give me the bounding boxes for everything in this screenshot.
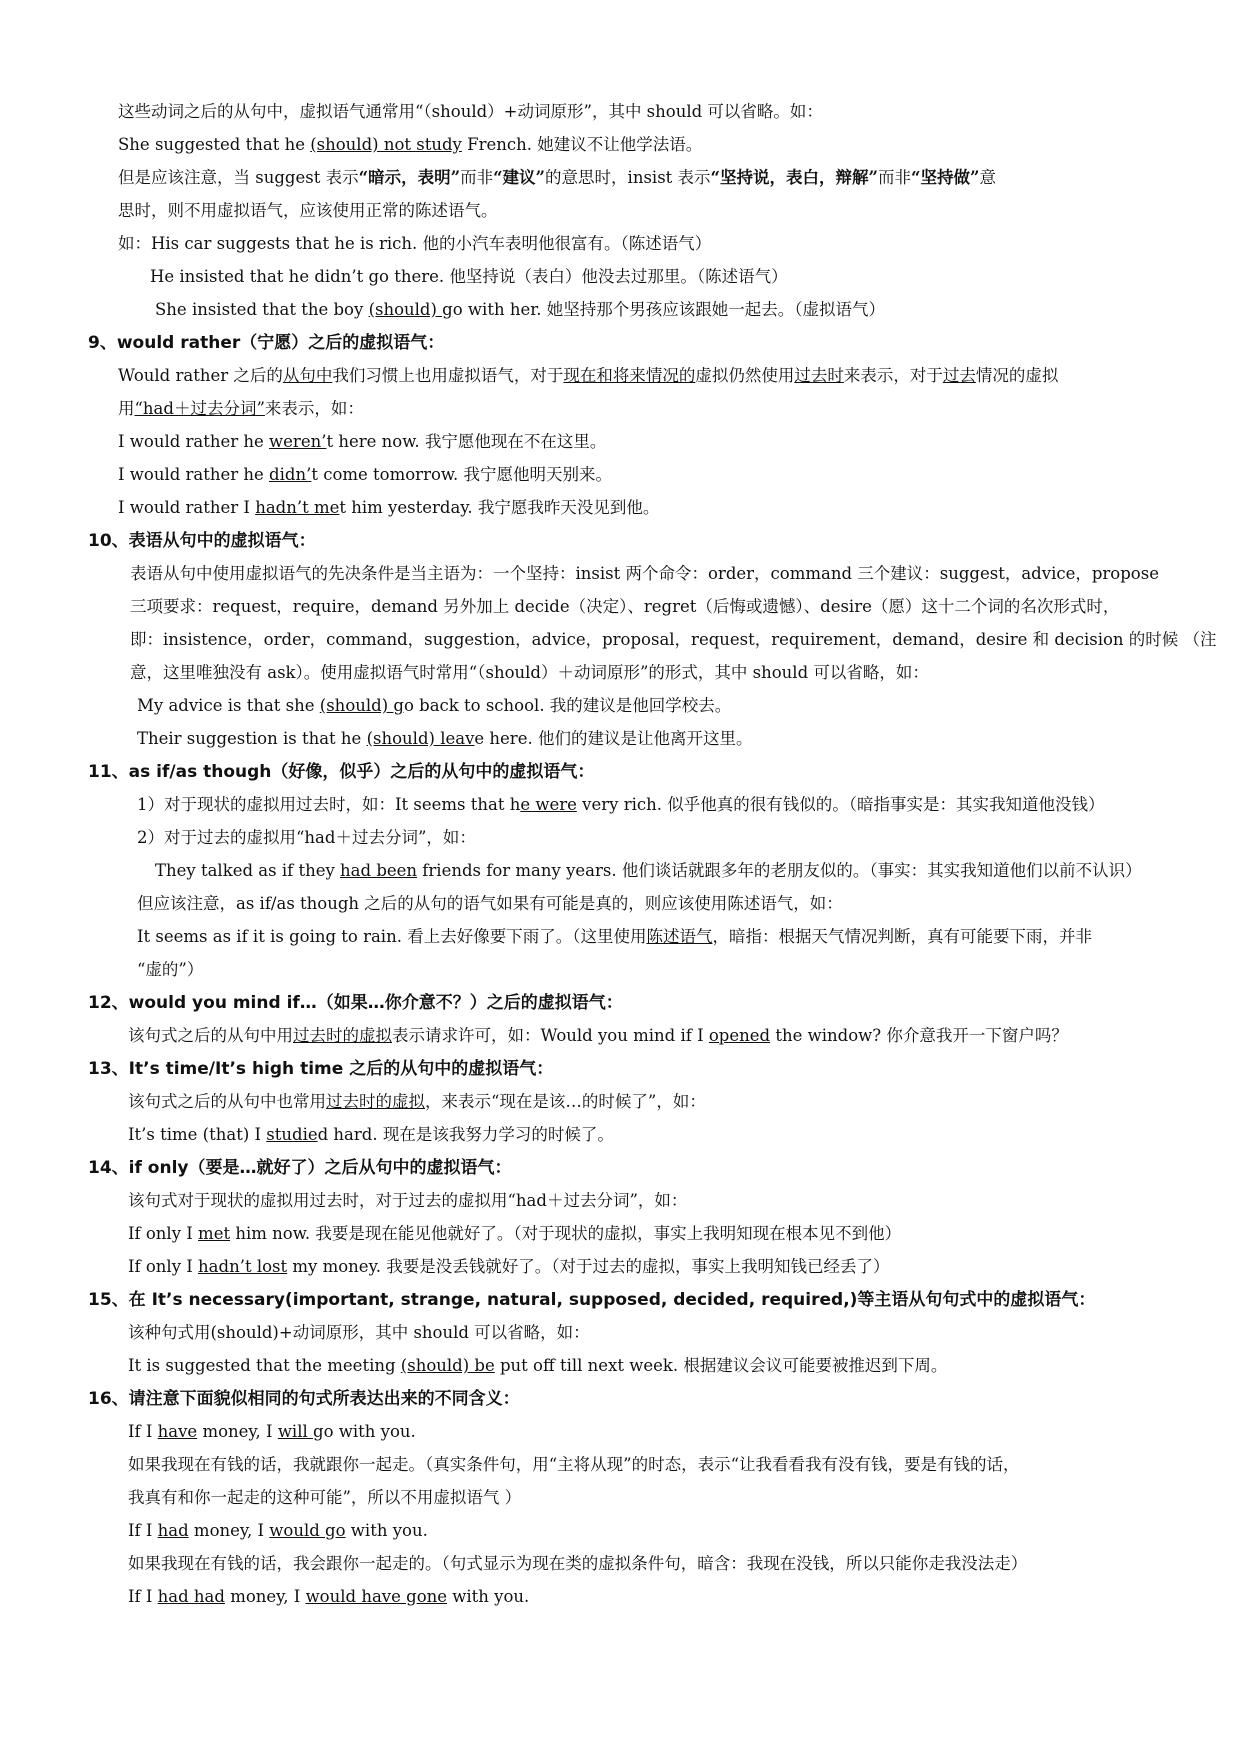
section-heading — [88, 332, 444, 354]
text-line — [118, 464, 612, 486]
text-run: 16、请注意下面貌似相同的句式所表达出来的不同含义： — [88, 1389, 520, 1409]
text-line — [118, 167, 996, 189]
text-line — [128, 1190, 687, 1212]
text-line — [128, 1256, 889, 1278]
text-run: 意 — [979, 168, 997, 187]
text-run: 但应该注意，as if/as though 之后的从句的语气如果有可能是真的，则应该使用陈述语气，如： — [137, 894, 843, 913]
text-run: with you. — [447, 1587, 530, 1606]
text-line — [118, 134, 702, 156]
text-line — [128, 1487, 521, 1509]
text-run: He insisted that he didn’t go there. 他坚持说（表白）他没去过那里。（陈述语气） — [150, 267, 788, 286]
text-run: o back to school. 我的建议是他回学校去。 — [403, 696, 732, 715]
text-line — [128, 1520, 428, 1542]
text-run: 10、表语从句中的虚拟语气： — [88, 531, 316, 551]
text-run: the window? 你介意我开一下窗户吗？ — [770, 1026, 1068, 1045]
text-run: 12、would you mind if…（如果…你介意不？）之后的虚拟语气： — [88, 993, 623, 1013]
underlined-text: opened — [708, 1026, 771, 1045]
text-run: They talked as if they — [155, 861, 341, 880]
underlined-text: 陈述语气 — [646, 927, 713, 946]
text-run: 而非 — [460, 168, 494, 187]
text-line — [137, 926, 1092, 948]
text-run: 表示请求许可，如：Would you mind if I — [392, 1026, 709, 1045]
text-run: o with her. 她坚持那个男孩应该跟她一起去。（虚拟语气） — [452, 300, 886, 319]
underlined-text: 过去 — [942, 366, 976, 385]
underlined-text: (should) g — [319, 696, 404, 715]
text-line — [128, 1091, 706, 1113]
text-run: 1）对于现状的虚拟用过去时，如：It seems that h — [137, 795, 521, 814]
text-run: e here. 他们的建议是让他离开这里。 — [474, 729, 753, 748]
text-line — [130, 596, 1119, 618]
section-heading — [88, 761, 594, 783]
text-run: ，暗指：根据天气情况判断，真有可能要下雨，并非 — [712, 927, 1092, 946]
text-line — [128, 1223, 901, 1245]
text-line — [155, 860, 1142, 882]
text-line — [128, 1322, 590, 1344]
text-run: 如果我现在有钱的话，我会跟你一起走的。（句式显示为现在类的虚拟条件句，暗含：我现在没钱，所以只能你走我没法走） — [128, 1554, 1028, 1573]
text-run: friends for many years. 他们谈话就跟多年的老朋友似的。（事实：其实我知道他们以前不认识） — [417, 861, 1142, 880]
underlined-text: had had — [157, 1587, 225, 1606]
text-run: 用 — [118, 399, 135, 418]
underlined-text: (should) g — [368, 300, 453, 319]
text-run: 14、if only（要是…就好了）之后从句中的虚拟语气： — [88, 1158, 512, 1178]
text-line — [137, 827, 476, 849]
text-run: I would rather he — [118, 432, 270, 451]
text-line — [137, 959, 203, 981]
text-line — [128, 1421, 416, 1443]
underlined-text: e were — [520, 795, 577, 814]
underlined-text: 过去时 — [794, 366, 844, 385]
underlined-text: have — [157, 1422, 198, 1441]
text-run: 即：insistence，order，command，suggestion，advice，proposal，request，requirement，demand，desire 和 decision 的时候 （注 — [130, 630, 1217, 649]
underlined-text: (should) be — [400, 1356, 495, 1375]
text-run: 虚拟仍然使用 — [695, 366, 795, 385]
text-run: It’s time (that) I — [128, 1125, 267, 1144]
section-heading — [88, 992, 623, 1014]
underlined-text: would have gone — [305, 1587, 448, 1606]
text-run: t come tomorrow. 我宁愿他明天别来。 — [311, 465, 613, 484]
text-run: If I — [128, 1422, 158, 1441]
underlined-text: had — [157, 1521, 189, 1540]
text-run: money, I — [197, 1422, 278, 1441]
text-run: t here now. 我宁愿他现在不在这里。 — [326, 432, 607, 451]
text-line — [128, 1586, 529, 1608]
text-line — [130, 563, 1159, 585]
text-line — [137, 893, 843, 915]
underlined-text: 过去时的虚拟 — [326, 1092, 425, 1111]
text-line — [118, 431, 606, 453]
text-run: If only I — [128, 1224, 199, 1243]
text-run: money, I — [224, 1587, 306, 1606]
text-run: 意，这里唯独没有 ask）。使用虚拟语气时常用“（should）＋动词原形”的形式，其中 should 可以省略，如： — [130, 663, 929, 682]
text-run: If only I — [128, 1257, 199, 1276]
text-line — [128, 1355, 947, 1377]
text-run: 如果我现在有钱的话，我就跟你一起走。（真实条件句，用“主将从现”的时态，表示“让我看看我有没有钱，要是有钱的话， — [128, 1455, 1020, 1474]
text-run: 该句式之后的从句中也常用 — [128, 1092, 326, 1111]
text-line — [118, 200, 498, 222]
text-line — [128, 1025, 1068, 1047]
text-run: 该句式之后的从句中用 — [128, 1026, 293, 1045]
underlined-text: didn’ — [269, 465, 312, 484]
underlined-text: (should) leav — [366, 729, 475, 748]
section-heading — [88, 1157, 512, 1179]
text-run: money, I — [188, 1521, 270, 1540]
text-run: I would rather I — [118, 498, 256, 517]
text-run: 2）对于过去的虚拟用“had＋过去分词”，如： — [137, 828, 476, 847]
text-run: 三项要求：request，require，demand 另外加上 decide（决定）、regret（后悔或遗憾）、desire（愿）这十二个词的名次形式时， — [130, 597, 1120, 616]
text-run: Their suggestion is that he — [137, 729, 367, 748]
text-run: him now. 我要是现在能见他就好了。（对于现状的虚拟，事实上我明知现在根本见不到他） — [230, 1224, 902, 1243]
underlined-text: had been — [340, 861, 418, 880]
text-run: 11、as if/as though（好像，似乎）之后的从句中的虚拟语气： — [88, 762, 595, 782]
underlined-text: hadn’t lost — [198, 1257, 288, 1276]
underlined-text: will g — [277, 1422, 324, 1441]
text-run: If I — [128, 1587, 158, 1606]
text-run: t him yesterday. 我宁愿我昨天没见到他。 — [339, 498, 660, 517]
text-run: 我真有和你一起走的这种可能”，所以不用虚拟语气 ） — [128, 1488, 522, 1507]
section-heading — [88, 530, 316, 552]
text-line — [118, 497, 659, 519]
text-run: my money. 我要是没丢钱就好了。（对于过去的虚拟，事实上我明知钱已经丢了） — [287, 1257, 890, 1276]
text-line — [137, 794, 1104, 816]
text-line — [118, 398, 364, 420]
text-run: Would rather 之后的 — [118, 366, 283, 385]
bold-text: “建议” — [493, 168, 546, 187]
underlined-text: hadn’t me — [255, 498, 340, 517]
text-run: 来表示，如： — [264, 399, 364, 418]
text-run: If I — [128, 1521, 158, 1540]
text-run: 这些动词之后的从句中，虚拟语气通常用“（should）+动词原形”，其中 should 可以省略。如： — [118, 102, 823, 121]
text-line — [128, 1454, 1020, 1476]
section-heading — [88, 1289, 1095, 1311]
text-line — [118, 365, 1058, 387]
text-run: 如：His car suggests that he is rich. 他的小汽车表明他很富有。（陈述语气） — [118, 234, 712, 253]
section-heading — [88, 1388, 520, 1410]
text-run: 而非 — [878, 168, 912, 187]
text-run: 但是应该注意，当 suggest 表示 — [118, 168, 359, 187]
text-run: It seems as if it is going to rain. 看上去好像要下雨了。（这里使用 — [137, 927, 647, 946]
underlined-text: weren’ — [269, 432, 327, 451]
bold-text: “暗示，表明” — [358, 168, 461, 187]
text-run: very rich. 似乎他真的很有钱似的。（暗指事实是：其实我知道他没钱） — [576, 795, 1105, 814]
text-run: d hard. 现在是该我努力学习的时候了。 — [317, 1125, 614, 1144]
underlined-text: 现在和将来情况的 — [563, 366, 696, 385]
text-line — [155, 299, 885, 321]
text-run: 我们习惯上也用虚拟语气，对于 — [332, 366, 564, 385]
text-line — [118, 233, 711, 255]
underlined-text: studie — [266, 1125, 318, 1144]
text-run: ，来表示“现在是该…的时候了”，如： — [425, 1092, 706, 1111]
text-run: French. 她建议不让他学法语。 — [461, 135, 703, 154]
text-run: 该种句式用(should)+动词原形，其中 should 可以省略，如： — [128, 1323, 590, 1342]
text-line — [150, 266, 788, 288]
text-run: 思时，则不用虚拟语气，应该使用正常的陈述语气。 — [118, 201, 498, 220]
text-run: She suggested that he — [118, 135, 311, 154]
underlined-text: would go — [269, 1521, 346, 1540]
text-run: 9、would rather（宁愿）之后的虚拟语气： — [88, 333, 445, 353]
text-run: o with you. — [323, 1422, 416, 1441]
text-line — [130, 662, 929, 684]
text-run: 13、It’s time/It’s high time 之后的从句中的虚拟语气： — [88, 1059, 554, 1079]
text-run: 来表示，对于 — [843, 366, 943, 385]
text-run: My advice is that she — [137, 696, 320, 715]
text-run: 的意思时，insist 表示 — [545, 168, 711, 187]
bold-text: “坚持说，表白，辩解” — [710, 168, 879, 187]
text-line — [128, 1124, 614, 1146]
text-run: 15、在 It’s necessary(important, strange, natural, supposed, decided, required,)等主语从句句式中的虚拟语气： — [88, 1290, 1096, 1310]
underlined-text: 从句中 — [282, 366, 333, 385]
underlined-text: 过去时的虚拟 — [293, 1026, 392, 1045]
section-heading — [88, 1058, 553, 1080]
text-run: put off till next week. 根据建议会议可能要被推迟到下周。 — [494, 1356, 948, 1375]
underlined-text: “had＋过去分词” — [134, 399, 265, 418]
text-run: 该句式对于现状的虚拟用过去时，对于过去的虚拟用“had＋过去分词”，如： — [128, 1191, 688, 1210]
text-line — [118, 101, 823, 123]
text-line — [137, 728, 752, 750]
text-line — [137, 695, 731, 717]
bold-text: “坚持做” — [911, 168, 980, 187]
underlined-text: met — [198, 1224, 231, 1243]
text-run: It is suggested that the meeting — [128, 1356, 401, 1375]
text-run: I would rather he — [118, 465, 270, 484]
text-line — [130, 629, 1217, 651]
text-run: 表语从句中使用虚拟语气的先决条件是当主语为：一个坚持：insist 两个命令：order，command 三个建议：suggest，advice，propose — [130, 564, 1159, 583]
text-line — [128, 1553, 1027, 1575]
underlined-text: (should) not study — [310, 135, 462, 154]
text-run: “虚的”） — [137, 960, 204, 979]
text-run: She insisted that the boy — [155, 300, 369, 319]
text-run: 情况的虚拟 — [975, 366, 1059, 385]
text-run: with you. — [345, 1521, 428, 1540]
